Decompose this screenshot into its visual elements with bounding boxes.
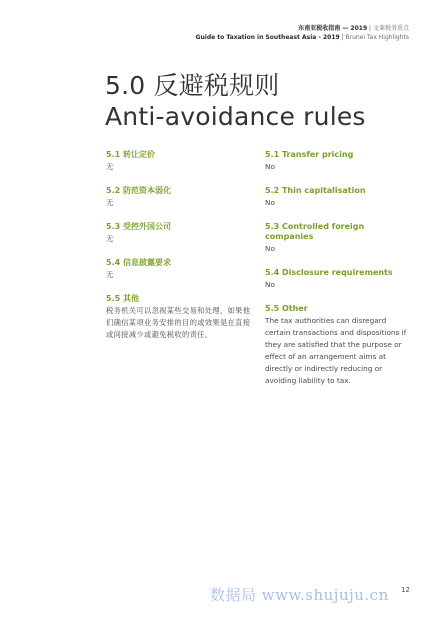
page-title-cn: 5.0 反避税规则 bbox=[105, 71, 280, 100]
section-5-3-cn bbox=[106, 222, 256, 245]
section-body: No bbox=[265, 244, 275, 253]
section-heading: 5.5 Other bbox=[265, 304, 308, 313]
section-5-5-cn bbox=[106, 294, 256, 341]
header-cn-guide-title: 东南亚税收指南 — 2019 bbox=[298, 25, 368, 32]
page-title bbox=[105, 70, 366, 132]
section-heading: 5.5 其他 bbox=[106, 294, 139, 303]
section-5-2-cn bbox=[106, 186, 256, 209]
section-5-1-cn bbox=[106, 150, 256, 173]
section-5-2-en bbox=[265, 186, 410, 209]
section-body: 税务机关可以忽视某些交易和处理，如果他们确信某项业务安排的目的或效果是在直接或间接减少或避免税收的责任。 bbox=[106, 306, 251, 339]
header-line-1 bbox=[196, 24, 409, 33]
section-heading: 5.1 Transfer pricing bbox=[265, 150, 354, 159]
section-heading: 5.2 防范资本弱化 bbox=[106, 186, 171, 195]
section-5-4-cn bbox=[106, 258, 256, 281]
section-heading: 5.2 Thin capitalisation bbox=[265, 186, 366, 195]
section-5-1-en bbox=[265, 150, 410, 173]
header-cn-highlights: 文莱税务重点 bbox=[372, 25, 409, 32]
header-separator: | bbox=[339, 34, 346, 41]
section-heading: 5.4 Disclosure requirements bbox=[265, 268, 393, 277]
section-body: No bbox=[265, 280, 275, 289]
right-column-english bbox=[265, 150, 410, 400]
section-5-5-en bbox=[265, 304, 410, 387]
section-5-3-en bbox=[265, 222, 410, 255]
section-heading: 5.3 受控外国公司 bbox=[106, 222, 171, 231]
header-en-guide-title: Guide to Taxation in Southeast Asia - 2019 bbox=[195, 34, 340, 41]
section-5-4-en bbox=[265, 268, 410, 291]
page-number: 12 bbox=[401, 586, 410, 594]
header-line-2 bbox=[196, 33, 409, 42]
header-en-highlights: Brunei Tax Highlights bbox=[345, 34, 409, 41]
section-body: No bbox=[265, 198, 275, 207]
left-column-chinese bbox=[106, 150, 256, 354]
section-heading: 5.4 信息披露要求 bbox=[106, 258, 171, 267]
section-heading: 5.3 Controlled foreign companies bbox=[265, 222, 365, 241]
section-body: The tax authorities can disregard certain transactions and dispositions if they are satisfied that the purpose or effect of an arrangement aims at directly or indirectly reducing or avoiding liability to tax. bbox=[265, 316, 407, 385]
section-body: 无 bbox=[106, 234, 114, 243]
page-title-en: Anti-avoidance rules bbox=[105, 102, 366, 131]
section-heading: 5.1 转让定价 bbox=[106, 150, 155, 159]
page-header bbox=[196, 24, 409, 42]
section-body: 无 bbox=[106, 198, 114, 207]
section-body: 无 bbox=[106, 162, 114, 171]
section-body: 无 bbox=[106, 270, 114, 279]
section-body: No bbox=[265, 162, 275, 171]
header-separator: | bbox=[367, 25, 373, 32]
watermark-text: 数据局 www.shujuju.cn bbox=[210, 586, 389, 604]
